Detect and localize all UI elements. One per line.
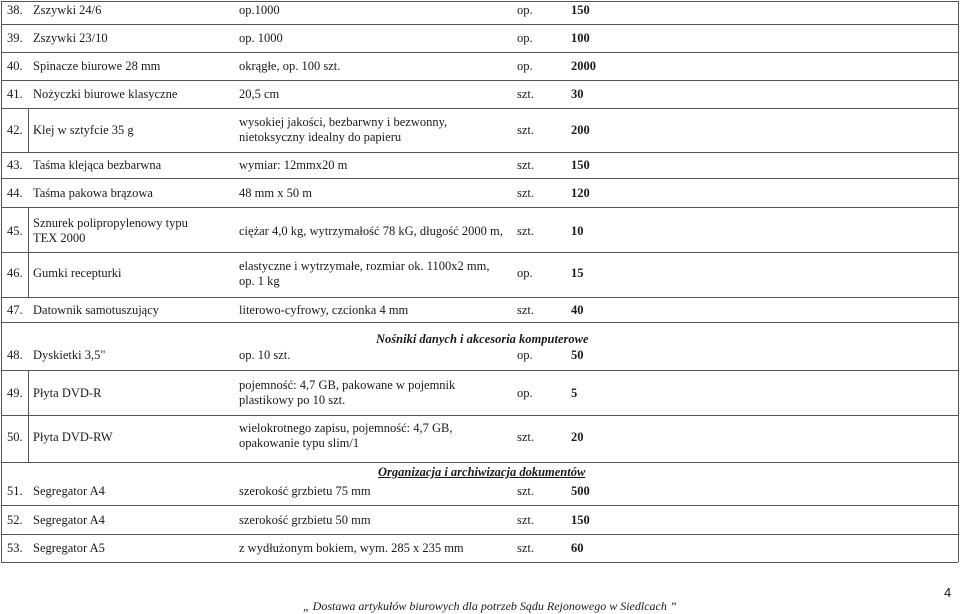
item-quantity: 10 — [571, 224, 584, 238]
item-number: 38. — [7, 3, 23, 17]
item-number: 42. — [7, 123, 23, 137]
item-quantity: 150 — [571, 3, 590, 17]
item-description: szerokość grzbietu 50 mm — [239, 513, 371, 527]
item-unit: szt. — [517, 87, 535, 101]
item-unit: op. — [517, 31, 533, 45]
item-unit: op. — [517, 266, 533, 280]
item-number: 47. — [7, 303, 23, 317]
item-name: Dyskietki 3,5" — [33, 348, 106, 362]
item-description: op. 1000 — [239, 31, 283, 45]
table-rule — [1, 562, 958, 563]
item-quantity: 500 — [571, 484, 590, 498]
item-quantity: 2000 — [571, 59, 596, 73]
item-description: szerokość grzbietu 75 mm — [239, 484, 371, 498]
item-description: op.1000 — [239, 3, 280, 17]
item-quantity: 60 — [571, 541, 584, 555]
item-name: Taśma klejąca bezbarwna — [33, 158, 162, 172]
item-number: 40. — [7, 59, 23, 73]
item-number: 45. — [7, 224, 23, 238]
table-rule — [28, 109, 29, 152]
item-number: 48. — [7, 348, 23, 362]
item-quantity: 20 — [571, 430, 584, 444]
table-rule — [28, 371, 29, 462]
item-description: op. 10 szt. — [239, 348, 291, 362]
item-unit: szt. — [517, 224, 535, 238]
item-description: okrągłe, op. 100 szt. — [239, 59, 341, 73]
item-unit: op. — [517, 3, 533, 17]
item-quantity: 5 — [571, 386, 578, 400]
item-unit: szt. — [517, 303, 535, 317]
section-heading: Nośniki danych i akcesoria komputerowe — [376, 332, 589, 346]
item-quantity: 120 — [571, 186, 590, 200]
item-description: ciężar 4,0 kg, wytrzymałość 78 kG, długość 2000 m, — [239, 224, 503, 238]
section-heading: Organizacja i archiwizacja dokumentów — [378, 465, 586, 479]
item-name: Płyta DVD-RW — [33, 430, 113, 444]
item-quantity: 150 — [571, 513, 590, 527]
table-rule — [1, 1, 958, 2]
item-description: 48 mm x 50 m — [239, 186, 312, 200]
table-border-left — [1, 1, 2, 562]
table-rule — [1, 462, 958, 463]
item-name: Segregator A5 — [33, 541, 105, 555]
item-description: literowo-cyfrowy, czcionka 4 mm — [239, 303, 409, 317]
item-number: 41. — [7, 87, 23, 101]
item-name: Segregator A4 — [33, 513, 105, 527]
page-footer: „ Dostawa artykułów biurowych dla potrzeb Sądu Rejonowego w Siedlcach ” — [303, 599, 677, 613]
item-description: wysokiej jakości, bezbarwny i bezwonny, nietoksyczny idealny do papieru — [239, 115, 448, 144]
item-unit: szt. — [517, 541, 535, 555]
item-unit: op. — [517, 59, 533, 73]
item-unit: szt. — [517, 430, 535, 444]
item-quantity: 100 — [571, 31, 590, 45]
table-rule — [1, 534, 958, 535]
table-rule — [1, 52, 958, 53]
item-name: Klej w sztyfcie 35 g — [33, 123, 134, 137]
item-unit: op. — [517, 386, 533, 400]
table-rule — [1, 252, 958, 253]
table-rule — [1, 80, 958, 81]
item-number: 46. — [7, 266, 23, 280]
table-rule — [1, 415, 958, 416]
table-rule — [1, 207, 958, 208]
item-description: pojemność: 4,7 GB, pakowane w pojemnik plastikowy po 10 szt. — [239, 378, 456, 407]
item-name: Spinacze biurowe 28 mm — [33, 59, 161, 73]
item-description: z wydłużonym bokiem, wym. 285 x 235 mm — [239, 541, 464, 555]
item-name: Sznurek polipropylenowy typu TEX 2000 — [33, 216, 188, 245]
item-name: Segregator A4 — [33, 484, 105, 498]
table-rule — [1, 152, 958, 153]
item-name: Zszywki 24/6 — [33, 3, 102, 17]
table-rule — [1, 178, 958, 179]
page-number: 4 — [944, 585, 952, 600]
item-quantity: 30 — [571, 87, 584, 101]
item-number: 53. — [7, 541, 23, 555]
item-description: wymiar: 12mmx20 m — [239, 158, 348, 172]
table-rule — [1, 108, 958, 109]
table-rule — [28, 208, 29, 297]
item-number: 43. — [7, 158, 23, 172]
item-unit: op. — [517, 348, 533, 362]
item-number: 44. — [7, 186, 23, 200]
item-number: 49. — [7, 386, 23, 400]
item-number: 52. — [7, 513, 23, 527]
item-name: Płyta DVD-R — [33, 386, 102, 400]
item-quantity: 50 — [571, 348, 584, 362]
item-name: Datownik samotuszujący — [33, 303, 160, 317]
table-rule — [1, 297, 958, 298]
item-unit: szt. — [517, 158, 535, 172]
item-name: Taśma pakowa brązowa — [33, 186, 153, 200]
item-number: 50. — [7, 430, 23, 444]
table-rule — [1, 370, 958, 371]
item-unit: szt. — [517, 484, 535, 498]
item-unit: szt. — [517, 513, 535, 527]
item-description: 20,5 cm — [239, 87, 280, 101]
item-description: wielokrotnego zapisu, pojemność: 4,7 GB, opakowanie typu slim/1 — [239, 421, 453, 450]
item-quantity: 40 — [571, 303, 584, 317]
item-unit: szt. — [517, 123, 535, 137]
item-quantity: 200 — [571, 123, 590, 137]
item-description: elastyczne i wytrzymałe, rozmiar ok. 1100x2 mm, op. 1 kg — [239, 259, 490, 288]
table-rule — [1, 322, 958, 323]
item-name: Zszywki 23/10 — [33, 31, 108, 45]
item-unit: szt. — [517, 186, 535, 200]
table-border-right — [958, 1, 959, 562]
item-name: Gumki recepturki — [33, 266, 122, 280]
item-number: 39. — [7, 31, 23, 45]
item-name: Nożyczki biurowe klasyczne — [33, 87, 178, 101]
table-rule — [1, 24, 958, 25]
table-rule — [1, 505, 958, 506]
item-quantity: 150 — [571, 158, 590, 172]
item-quantity: 15 — [571, 266, 584, 280]
item-number: 51. — [7, 484, 23, 498]
